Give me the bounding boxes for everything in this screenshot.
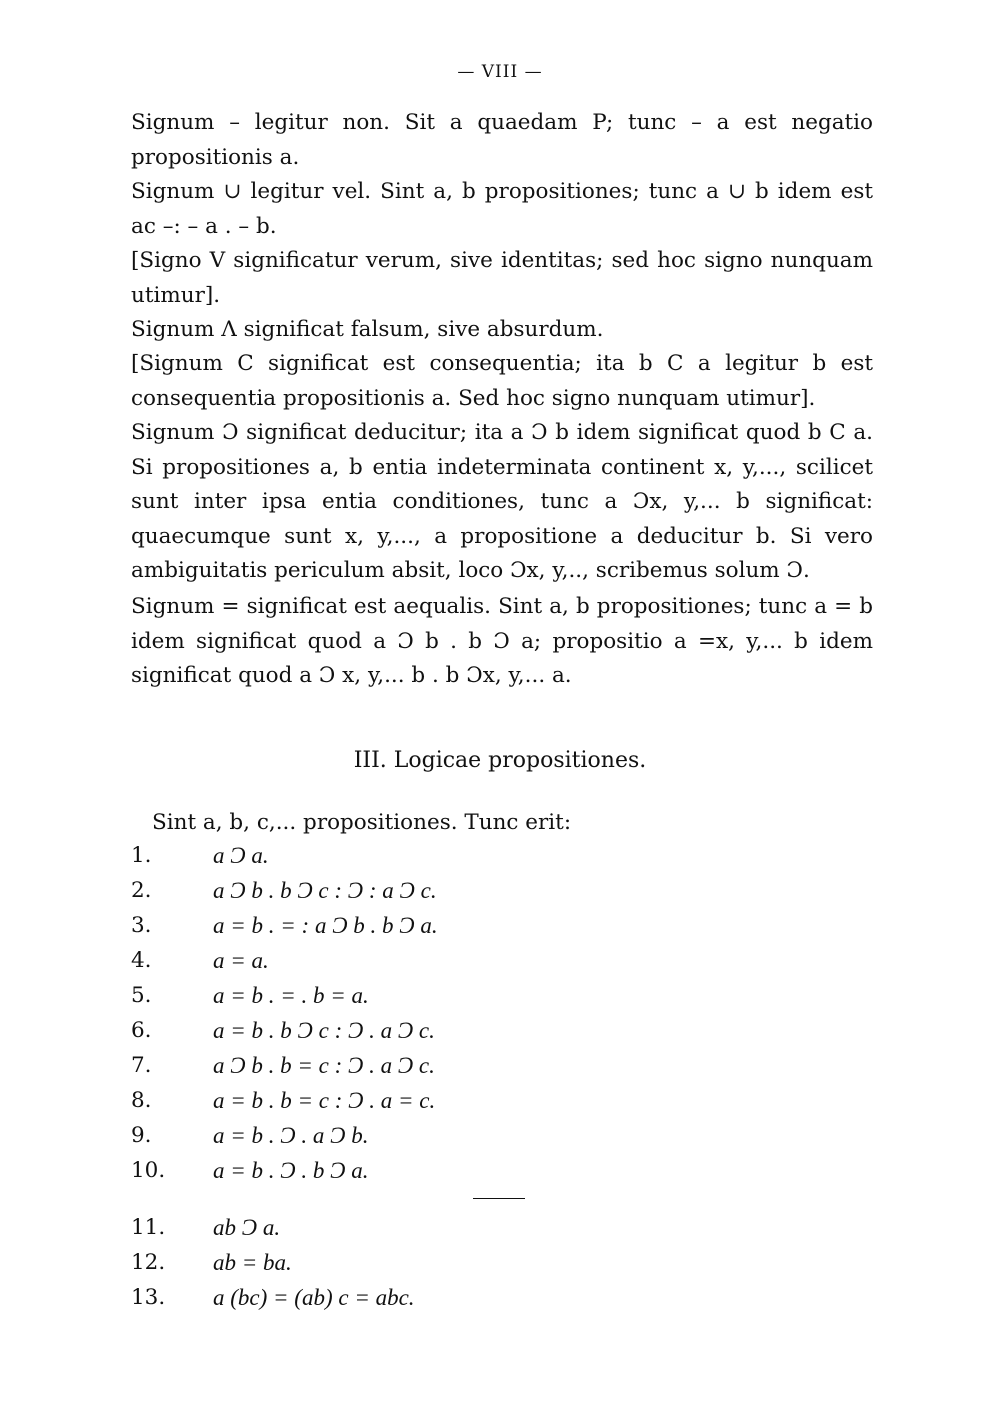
proposition-formula: ab Ɔ a. [213, 1215, 281, 1240]
proposition-item [131, 843, 731, 877]
proposition-formula: a = b . Ɔ . a Ɔ b. [213, 1123, 369, 1148]
proposition-number: 13. [131, 1285, 166, 1310]
proposition-number: 10. [131, 1158, 166, 1183]
proposition-item [131, 1215, 731, 1249]
proposition-formula: a = b . b = c : Ɔ . a = c. [213, 1088, 436, 1113]
proposition-item [131, 983, 731, 1017]
proposition-formula: a Ɔ b . b Ɔ c : Ɔ : a Ɔ c. [213, 878, 437, 903]
paragraph-signum-falsum: Signum Λ significat falsum, sive absurdum. [131, 317, 604, 342]
paragraph-signum-vel: Signum ∪ legitur vel. Sint a, b propositiones; tunc a ∪ b idem est ac –: – a . – b. [131, 179, 873, 239]
proposition-number: 5. [131, 983, 152, 1008]
proposition-item [131, 1053, 731, 1087]
intro-line: Sint a, b, c,... propositiones. Tunc erit: [152, 810, 572, 835]
section-divider [473, 1198, 525, 1199]
proposition-number: 8. [131, 1088, 152, 1113]
proposition-item [131, 1158, 731, 1192]
proposition-number: 1. [131, 843, 152, 868]
paragraph-signum-consequentia: [Signum C significat est consequentia; ita b C a legitur b est consequentia propositionis a. Sed hoc signo nunquam utimur]. [131, 351, 873, 411]
proposition-formula: a Ɔ a. [213, 843, 269, 868]
section-heading: III. Logicae propositiones. [353, 748, 647, 773]
proposition-formula: a (bc) = (ab) c = abc. [213, 1285, 415, 1310]
proposition-item [131, 1123, 731, 1157]
proposition-number: 7. [131, 1053, 152, 1078]
proposition-formula: ab = ba. [213, 1250, 292, 1275]
proposition-formula: a = a. [213, 948, 269, 973]
proposition-item [131, 878, 731, 912]
proposition-number: 6. [131, 1018, 152, 1043]
proposition-formula: a = b . = . b = a. [213, 983, 369, 1008]
proposition-item [131, 1018, 731, 1052]
proposition-formula: a Ɔ b . b = c : Ɔ . a Ɔ c. [213, 1053, 435, 1078]
paragraph-signum-aequalis: Signum = significat est aequalis. Sint a, b propositiones; tunc a = b idem significat quod a Ɔ b . b Ɔ a; propositio a =x, y,... b idem significat quod a Ɔ x, y,... b . b Ɔx, y,... a. [131, 594, 873, 688]
proposition-item [131, 948, 731, 982]
proposition-item [131, 1088, 731, 1122]
proposition-formula: a = b . b Ɔ c : Ɔ . a Ɔ c. [213, 1018, 435, 1043]
page-number: — VIII — [457, 62, 543, 82]
proposition-item [131, 1250, 731, 1284]
paragraph-signum-non: Signum – legitur non. Sit a quaedam P; tunc – a est negatio propositionis a. [131, 110, 873, 170]
proposition-item [131, 913, 731, 947]
proposition-number: 9. [131, 1123, 152, 1148]
paragraph-signo-verum: [Signo V significatur verum, sive identitas; sed hoc signo nunquam utimur]. [131, 248, 873, 308]
proposition-item [131, 1285, 731, 1319]
paragraph-signum-deducitur: Signum Ɔ significat deducitur; ita a Ɔ b idem significat quod b C a. Si propositiones a, b entia indeterminata continent x, y,..., scilicet sunt inter ipsa entia conditiones, tunc a Ɔx, y,... b significat: quaecumque sunt x, y,..., a propositione a deducitur b. Si vero ambiguitatis periculum absit, loco Ɔx, y,.., scribemus solum Ɔ. [131, 420, 873, 583]
proposition-number: 2. [131, 878, 152, 903]
proposition-number: 3. [131, 913, 152, 938]
proposition-number: 4. [131, 948, 152, 973]
proposition-formula: a = b . Ɔ . b Ɔ a. [213, 1158, 369, 1183]
proposition-formula: a = b . = : a Ɔ b . b Ɔ a. [213, 913, 438, 938]
proposition-number: 11. [131, 1215, 166, 1240]
proposition-number: 12. [131, 1250, 166, 1275]
